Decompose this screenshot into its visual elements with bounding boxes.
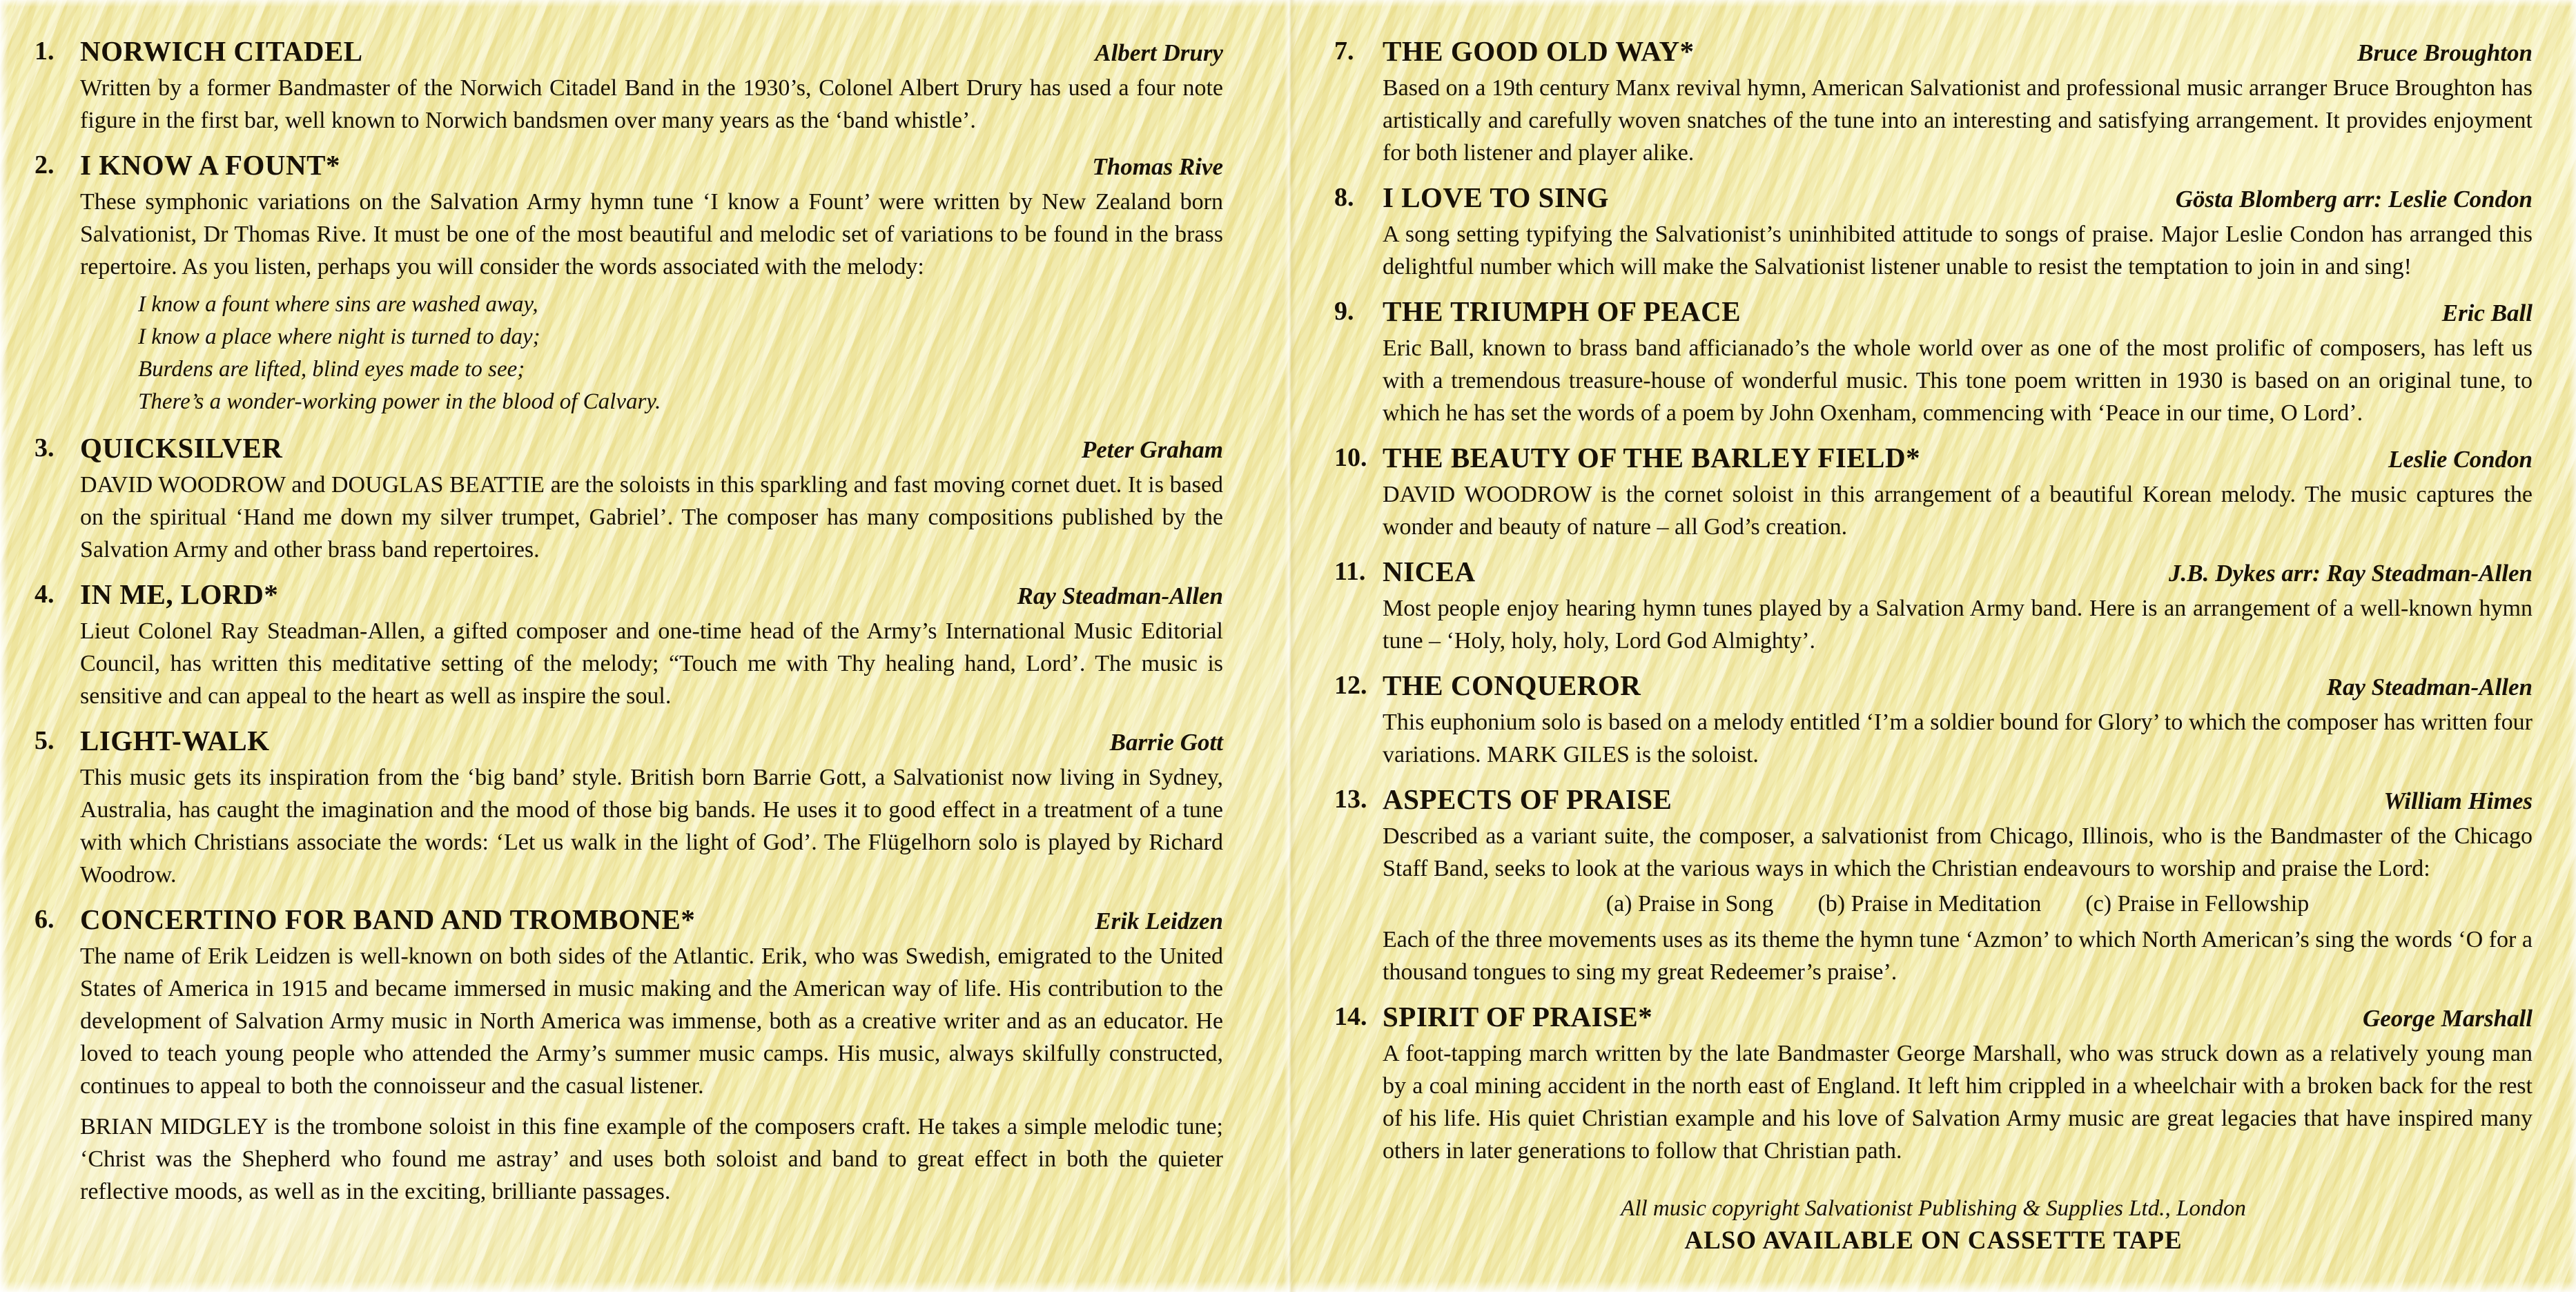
column-left	[35, 33, 1223, 1218]
track-head	[80, 901, 1223, 939]
movement-list	[1383, 886, 2533, 922]
track-composer: Erik Leidzen	[1095, 908, 1223, 934]
track-paragraph: Written by a former Bandmaster of the Norwich Citadel Band in the 1930’s, Colonel Albert Drury has used a four note figure in the first bar, well known to Norwich bandsmen over many years as the ‘band whistle’.	[80, 75, 1223, 133]
track-number: 11.	[1334, 557, 1366, 586]
track-number: 12.	[1334, 671, 1367, 700]
track-item-13	[1334, 781, 2533, 988]
track-content	[80, 576, 1223, 712]
track-paragraph: Each of the three movements uses as its theme the hymn tune ‘Azmon’ to which North American’s sing the words ‘O for a thousand tongues to sing my great Redeemer’s praise’.	[1383, 927, 2533, 985]
track-content	[80, 430, 1223, 566]
track-number: 6.	[35, 905, 55, 934]
track-item-11	[1334, 554, 2533, 657]
track-title: NICEA	[1383, 556, 1476, 587]
track-title: THE TRIUMPH OF PEACE	[1383, 295, 1741, 327]
track-title: NORWICH CITADEL	[80, 35, 363, 67]
track-head	[1383, 667, 2533, 705]
track-title: CONCERTINO FOR BAND AND TROMBONE*	[80, 903, 696, 935]
track-item-3	[35, 430, 1223, 566]
track-paragraph: A song setting typifying the Salvationist’s uninhibited attitude to songs of praise. Major Leslie Condon has arranged this delightful number which will make the Salvationist listener unable to resist the temptation to join in and sing!	[1383, 222, 2533, 280]
track-number: 14.	[1334, 1002, 1367, 1031]
track-composer: Bruce Broughton	[2357, 39, 2533, 66]
track-paragraph: Most people enjoy hearing hymn tunes played by a Salvation Army band. Here is an arrangement of a well-known hymn tune – ‘Holy, holy, holy, Lord God Almighty’.	[1383, 596, 2533, 654]
track-item-6	[35, 901, 1223, 1208]
track-title: THE CONQUEROR	[1383, 669, 1641, 701]
track-number: 2.	[35, 150, 55, 179]
track-composer: J.B. Dykes arr: Ray Steadman-Allen	[2169, 560, 2533, 587]
track-content	[80, 723, 1223, 891]
track-content	[80, 147, 1223, 420]
track-head	[1383, 781, 2533, 819]
track-head	[1383, 293, 2533, 331]
track-head	[80, 576, 1223, 614]
track-content	[1383, 293, 2533, 429]
track-number: 8.	[1334, 183, 1354, 212]
track-item-10	[1334, 440, 2533, 543]
track-item-2	[35, 147, 1223, 420]
track-paragraph: These symphonic variations on the Salvation Army hymn tune ‘I know a Fount’ were written by New Zealand born Salvationist, Dr Thomas Rive. It must be one of the most beautiful and melodic set of variations to be found in the brass repertoire. As you listen, perhaps you will consider the words associated with the melody:	[80, 189, 1223, 280]
cassette-availability-note: ALSO AVAILABLE ON CASSETTE TAPE	[1684, 1226, 2183, 1255]
track-number: 5.	[35, 726, 55, 755]
column-right	[1334, 33, 2533, 1177]
track-title: SPIRIT OF PRAISE*	[1383, 1001, 1653, 1032]
track-content	[80, 901, 1223, 1208]
track-title: QUICKSILVER	[80, 432, 283, 464]
track-title: THE GOOD OLD WAY*	[1383, 35, 1695, 67]
scan-edge-left	[0, 0, 8, 1292]
track-head	[1383, 440, 2533, 478]
track-composer: Barrie Gott	[1109, 729, 1223, 756]
track-paragraph: The name of Erik Leidzen is well-known on both sides of the Atlantic. Erik, who was Swedish, emigrated to the United States of America in 1915 and became immersed in music making and the American way of life. His contribution to the development of Salvation Army music in North America was immense, both as a creative writer and as an educator. He loved to teach young people who attended the Army’s summer music camps. His music, always skilfully constructed, continues to appeal to both the connoisseur and the casual listener.	[80, 943, 1223, 1099]
track-paragraph: BRIAN MIDGLEY is the trombone soloist in this fine example of the composers craft. He takes a simple melodic tune; ‘Christ was the Shepherd who found me astray’ and uses both soloist and band to great effect in both the quieter reflective moods, as well as in the exciting, brilliante passages.	[80, 1114, 1223, 1204]
track-item-5	[35, 723, 1223, 891]
track-composer: Peter Graham	[1081, 436, 1223, 463]
movement-label: (b) Praise in Meditation	[1817, 891, 2042, 917]
track-composer: Ray Steadman-Allen	[2326, 674, 2533, 701]
track-composer: Eric Ball	[2441, 300, 2533, 326]
track-paragraph: DAVID WOODROW and DOUGLAS BEATTIE are the soloists in this sparkling and fast moving cornet duet. It is based on the spiritual ‘Hand me down my silver trumpet, Gabriel’. The composer has many compositions published by the Salvation Army and other brass band repertoires.	[80, 472, 1223, 562]
center-fold-seam	[1284, 0, 1296, 1292]
track-composer: Gösta Blomberg arr: Leslie Condon	[2175, 186, 2533, 213]
track-paragraph: This music gets its inspiration from the ‘big band’ style. British born Barrie Gott, a Salvationist now living in Sydney, Australia, has caught the imagination and the mood of those big bands. He uses it to good effect in a treatment of a tune with which Christians associate the words: ‘Let us walk in the light of God’. The Flügelhorn solo is played by Richard Woodrow.	[80, 765, 1223, 888]
track-content	[1383, 179, 2533, 283]
track-composer: William Himes	[2383, 787, 2533, 814]
track-composer: Leslie Condon	[2388, 446, 2533, 473]
track-head	[1383, 999, 2533, 1037]
copyright-note: All music copyright Salvationist Publishing & Supplies Ltd., London	[1621, 1196, 2246, 1221]
track-number: 13.	[1334, 785, 1367, 814]
track-number: 3.	[35, 433, 55, 462]
track-head	[1383, 179, 2533, 217]
movement-label: (a) Praise in Song	[1606, 891, 1774, 917]
track-head	[80, 723, 1223, 761]
track-item-12	[1334, 667, 2533, 771]
track-content	[1383, 781, 2533, 988]
track-paragraph: Eric Ball, known to brass band afficianado’s the whole world over as one of the most prolific of composers, has left us with a tremendous treasure-house of wonderful music. This tone poem written in 1930 is based on an original tune, to which he has set the words of a poem by John Oxenham, commencing with ‘Peace in our time, O Lord’.	[1383, 335, 2533, 426]
track-item-4	[35, 576, 1223, 712]
track-number: 1.	[35, 37, 55, 66]
verse-line: There’s a wonder-working power in the blood of Calvary.	[138, 389, 661, 414]
track-number: 10.	[1334, 443, 1367, 472]
track-number: 4.	[35, 580, 55, 609]
track-composer: Albert Drury	[1095, 39, 1223, 66]
track-head	[1383, 554, 2533, 591]
track-paragraph: A foot-tapping march written by the late Bandmaster George Marshall, who was struck down as a relatively young man by a coal mining accident in the north east of England. It left him crippled in a wheelchair with a broken back for the rest of his life. His quiet Christian example and his love of Salvation Army music are great legacies that have inspired many others in later generations to follow that Christian path.	[1383, 1041, 2533, 1164]
track-head	[80, 147, 1223, 185]
track-title: ASPECTS OF PRAISE	[1383, 783, 1672, 815]
track-number: 7.	[1334, 37, 1354, 66]
movement-label: (c) Praise in Fellowship	[2085, 891, 2310, 917]
track-content	[1383, 440, 2533, 543]
track-item-1	[35, 33, 1223, 137]
track-content	[80, 33, 1223, 137]
track-paragraph: Based on a 19th century Manx revival hymn, American Salvationist and professional music arranger Bruce Broughton has artistically and carefully woven snatches of the tune into an interesting and satisfying arrangement. It provides enjoyment for both listener and player alike.	[1383, 75, 2533, 166]
track-number: 9.	[1334, 297, 1354, 326]
track-content	[1383, 999, 2533, 1167]
verse-line: Burdens are lifted, blind eyes made to see;	[138, 357, 525, 382]
track-title: I KNOW A FOUNT*	[80, 149, 340, 181]
track-paragraph: This euphonium solo is based on a melody entitled ‘I’m a soldier bound for Glory’ to which the composer has written four variations. MARK GILES is the soloist.	[1383, 709, 2533, 767]
track-item-7	[1334, 33, 2533, 169]
track-title: I LOVE TO SING	[1383, 182, 1609, 213]
track-paragraph: DAVID WOODROW is the cornet soloist in this arrangement of a beautiful Korean melody. The music captures the wonder and beauty of nature – all God’s creation.	[1383, 482, 2533, 540]
track-composer: George Marshall	[2363, 1005, 2533, 1032]
track-item-9	[1334, 293, 2533, 429]
track-head	[80, 430, 1223, 468]
track-title: LIGHT-WALK	[80, 725, 270, 756]
footer	[1334, 1193, 2533, 1257]
track-content	[1383, 554, 2533, 657]
track-item-14	[1334, 999, 2533, 1167]
scan-edge-right	[2569, 0, 2576, 1292]
track-head	[1383, 33, 2533, 71]
track-paragraph: Described as a variant suite, the composer, a salvationist from Chicago, Illinois, who is the Bandmaster of the Chicago Staff Band, seeks to look at the various ways in which the Christian endeavours to worship and praise the Lord:	[1383, 823, 2533, 881]
track-composer: Ray Steadman-Allen	[1017, 583, 1223, 609]
track-paragraph: Lieut Colonel Ray Steadman-Allen, a gifted composer and one-time head of the Army’s International Music Editorial Council, has written this meditative setting of the melody; “Touch me with Thy healing hand, Lord’. The music is sensitive and can appeal to the heart as well as inspire the soul.	[80, 618, 1223, 709]
track-title: THE BEAUTY OF THE BARLEY FIELD*	[1383, 442, 1921, 473]
track-item-8	[1334, 179, 2533, 283]
track-head	[80, 33, 1223, 71]
track-content	[1383, 33, 2533, 169]
verse-line: I know a place where night is turned to day;	[138, 324, 540, 349]
track-composer: Thomas Rive	[1092, 153, 1223, 180]
track-content	[1383, 667, 2533, 771]
verse-line: I know a fount where sins are washed away,	[138, 292, 538, 317]
hymn-verse	[138, 288, 1223, 418]
track-title: IN ME, LORD*	[80, 578, 279, 610]
